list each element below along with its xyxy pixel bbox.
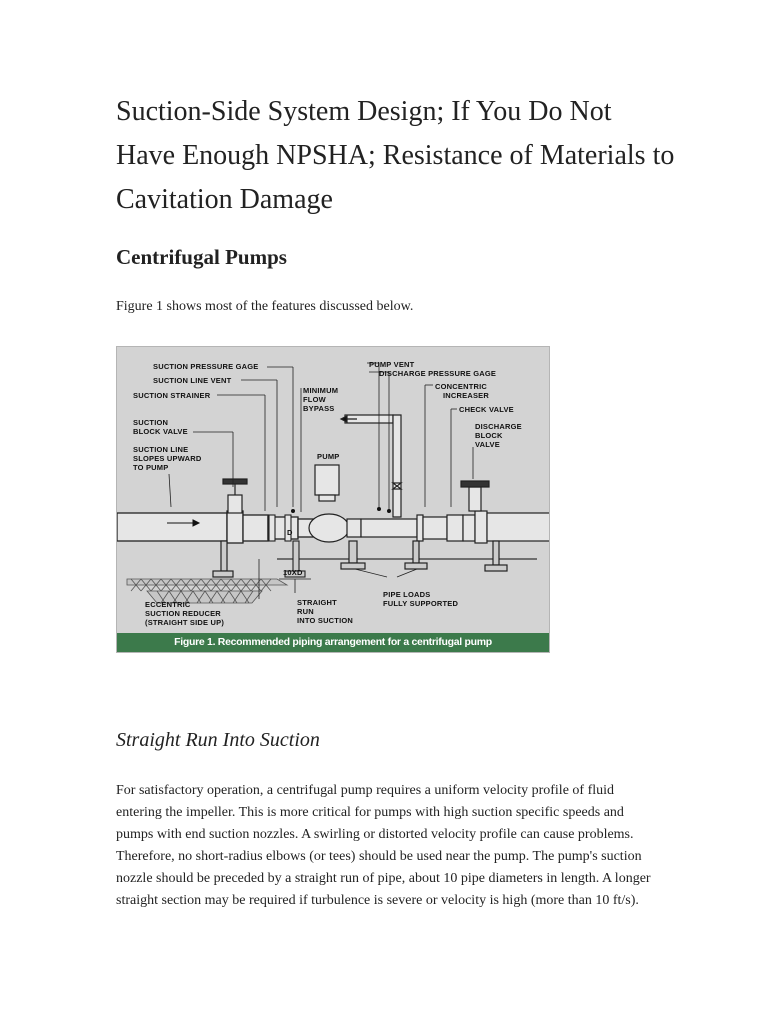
label-straight-run-1: STRAIGHT xyxy=(297,598,337,607)
label-concentric-2: INCREASER xyxy=(443,391,489,400)
label-suction-block-1: SUCTION xyxy=(133,418,169,427)
label-suction-block-2: BLOCK VALVE xyxy=(133,427,188,436)
label-eccentric-2: SUCTION REDUCER xyxy=(145,609,221,618)
label-straight-run-3: INTO SUCTION xyxy=(297,616,354,625)
figure-pump-piping-diagram xyxy=(116,346,550,653)
label-straight-run-2: RUN xyxy=(297,607,314,616)
section-heading: Centrifugal Pumps xyxy=(116,245,287,269)
pump-piping-diagram xyxy=(117,347,550,635)
label-suction-strainer: SUCTION STRAINER xyxy=(133,391,211,400)
label-concentric-1: CONCENTRIC xyxy=(435,382,487,391)
label-d-mark: D xyxy=(287,528,293,537)
label-minimum-flow-1: MINIMUM xyxy=(303,386,339,395)
label-discharge-block-3: VALVE xyxy=(475,440,500,449)
label-ten-d: 10XD xyxy=(283,568,303,577)
label-suction-line-3: TO PUMP xyxy=(133,463,169,472)
intro-paragraph: Figure 1 shows most of the features discussed below. xyxy=(116,299,414,314)
label-discharge-pressure-gage: DISCHARGE PRESSURE GAGE xyxy=(379,369,497,378)
pump xyxy=(309,465,365,569)
label-suction-line-vent: SUCTION LINE VENT xyxy=(153,376,232,385)
label-eccentric-1: ECCENTRIC xyxy=(145,600,191,609)
min-flow-bypass xyxy=(341,415,401,517)
label-suction-line-2: SLOPES UPWARD xyxy=(133,454,202,463)
label-discharge-block-2: BLOCK xyxy=(475,431,503,440)
subheading: Straight Run Into Suction xyxy=(116,729,320,751)
label-suction-line-1: SUCTION LINE xyxy=(133,445,189,454)
dimension-marks xyxy=(291,507,391,513)
label-pump-vent: PUMP VENT xyxy=(369,360,415,369)
label-suction-pressure-gage: SUCTION PRESSURE GAGE xyxy=(153,362,259,371)
label-check-valve: CHECK VALVE xyxy=(459,405,514,414)
label-pipe-loads-1: PIPE LOADS xyxy=(383,590,431,599)
label-eccentric-3: (STRAIGHT SIDE UP) xyxy=(145,618,225,627)
ground-hatch xyxy=(127,559,537,603)
label-minimum-flow-3: BYPASS xyxy=(303,404,335,413)
label-discharge-block-1: DISCHARGE xyxy=(475,422,522,431)
label-minimum-flow-2: FLOW xyxy=(303,395,326,404)
label-pump: PUMP xyxy=(317,452,340,461)
figure-caption: Figure 1. Recommended piping arrangement for a centrifugal pump xyxy=(117,633,549,652)
body-paragraph: For satisfactory operation, a centrifugal pump requires a uniform velocity profile of fluid entering the impeller. This is more critical for pumps with high suction specific speeds and pumps with end suction nozzles. A swirling or distorted velocity profile can cause problems. Therefore, no short-radius elbows (or tees) should be used near the pump. The pump's suction nozzle should be preceded by a straight run of pipe, about 10 pipe diameters in length. A longer straight section may be required if turbulence is severe or velocity is high (more than 10 ft/s). xyxy=(116,783,651,908)
label-pipe-loads-2: FULLY SUPPORTED xyxy=(383,599,459,608)
page-title: Suction-Side System Design; If You Do Not Have Enough NPSHA; Resistance of Materials to Cavitation Damage xyxy=(116,96,675,215)
